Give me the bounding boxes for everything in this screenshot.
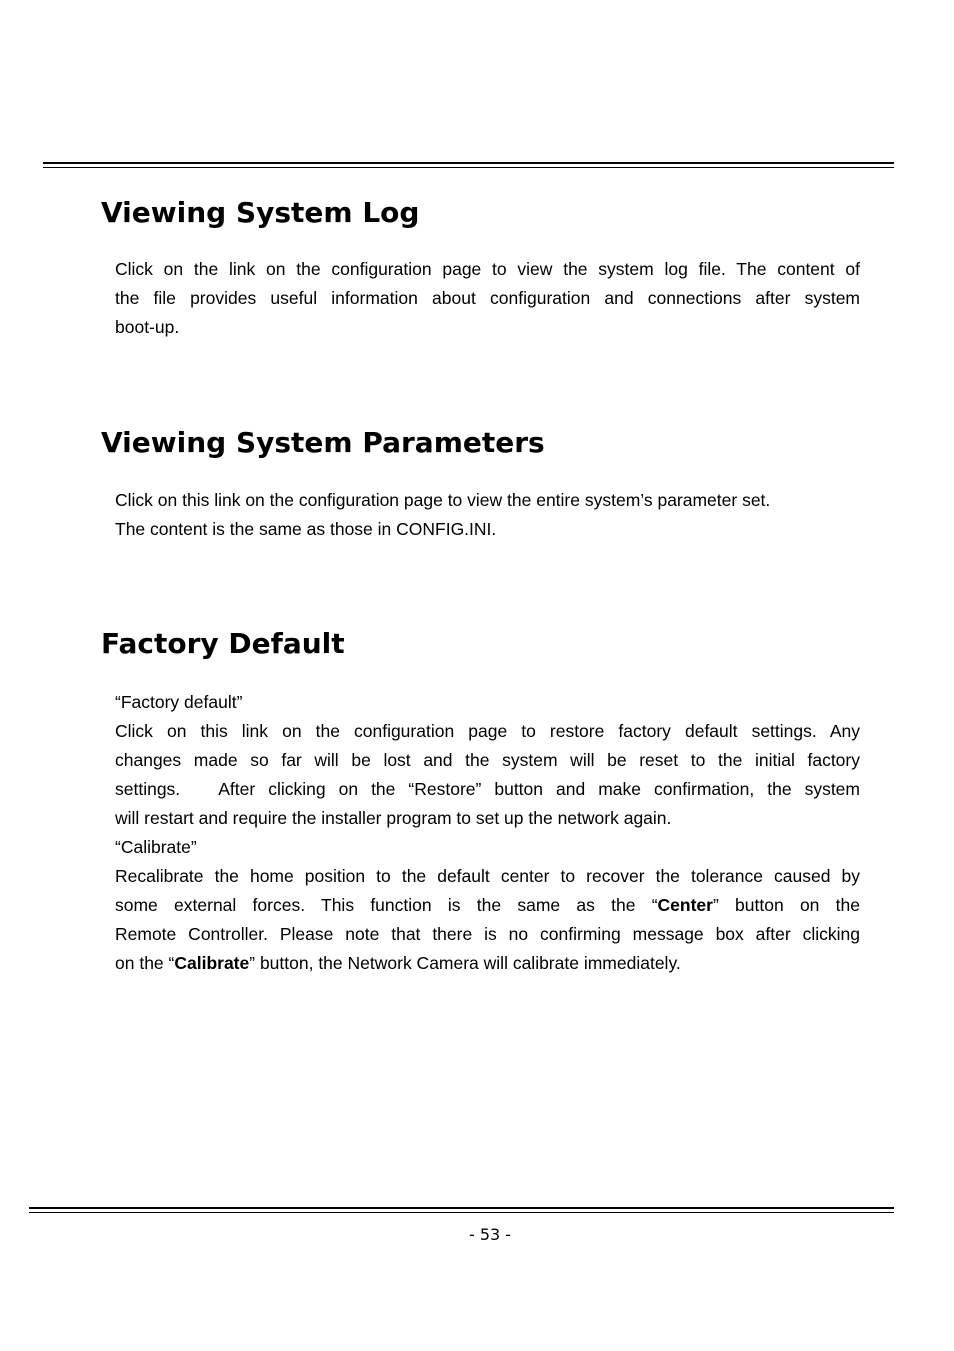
center-button-name: Center xyxy=(657,895,713,915)
factory-default-label: “Factory default” xyxy=(115,692,243,712)
calibrate-line-4-pre: on the “ xyxy=(115,953,175,973)
calibrate-line-2 xyxy=(115,891,860,920)
calibrate-line-4-post: ” button, the Network Camera will calibrate immediately. xyxy=(249,953,681,973)
system-log-line-3: boot-up. xyxy=(115,317,180,337)
system-parameters-line-2: The content is the same as those in CONFIG.INI. xyxy=(115,519,497,539)
factory-default-line-1: Click on this link on the configuration page to restore factory default settings. Any xyxy=(115,721,860,741)
system-parameters-paragraph xyxy=(115,486,860,544)
page-number: - 53 - xyxy=(468,1225,512,1244)
system-log-paragraph xyxy=(115,255,860,342)
calibrate-line-1: Recalibrate the home position to the default center to recover the tolerance caused by xyxy=(115,866,860,886)
section-title-system-log: Viewing System Log xyxy=(101,196,420,229)
section-title-system-parameters: Viewing System Parameters xyxy=(101,426,545,459)
factory-default-line-2: changes made so far will be lost and the system will be reset to the initial factory xyxy=(115,750,860,770)
system-log-line-2: the file provides useful information about configuration and connections after system xyxy=(115,288,860,308)
calibrate-line-2-post: ” button on the xyxy=(712,895,860,915)
factory-default-line-4: will restart and require the installer program to set up the network again. xyxy=(115,808,672,828)
calibrate-line-3: Remote Controller. Please note that there is no confirming message box after clicking xyxy=(115,924,860,944)
factory-default-paragraph xyxy=(115,688,860,978)
calibrate-line-4 xyxy=(115,949,860,978)
calibrate-button-name: Calibrate xyxy=(174,953,250,973)
system-parameters-line-1: Click on this link on the configuration page to view the entire system’s parameter set. xyxy=(115,490,771,510)
system-log-line-1: Click on the link on the configuration page to view the system log file. The content of xyxy=(115,259,860,279)
header-rule-bottom xyxy=(43,167,894,168)
calibrate-line-2-pre: some external forces. This function is the same as the “ xyxy=(115,895,658,915)
header-rule-top xyxy=(43,162,894,164)
section-title-factory-default: Factory Default xyxy=(101,627,345,660)
factory-default-line-3: settings. After clicking on the “Restore” button and make confirmation, the system xyxy=(115,779,860,799)
footer-rule-top xyxy=(29,1207,894,1209)
footer-rule-bottom xyxy=(29,1212,894,1213)
calibrate-label: “Calibrate” xyxy=(115,837,197,857)
